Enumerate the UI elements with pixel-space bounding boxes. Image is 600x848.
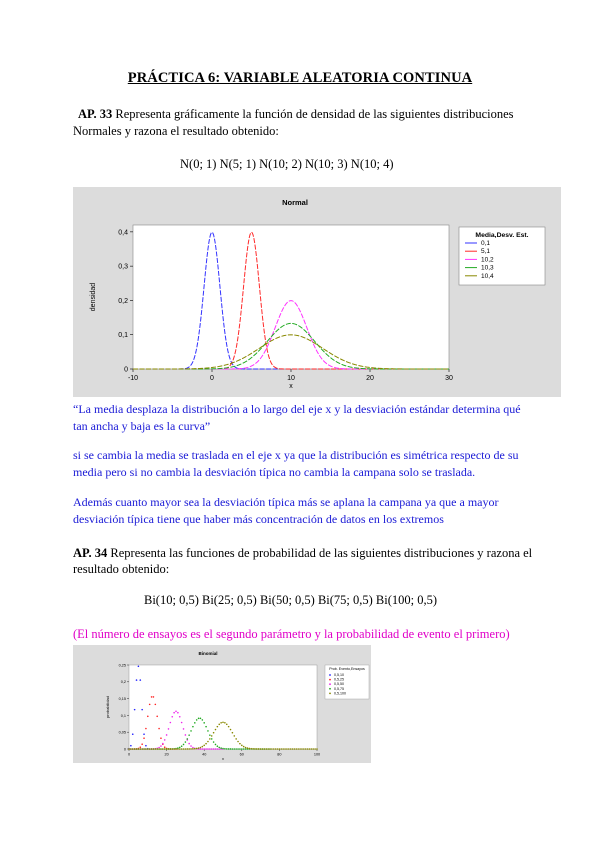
binomial-point [250,748,252,750]
binomial-point [198,747,200,749]
binomial-point [218,748,220,750]
normal-legend-label: 10,3 [481,264,494,272]
binomial-point [297,748,299,750]
binomial-point [279,748,281,750]
normal-chart-figure [73,187,561,397]
normal-chart [73,187,561,397]
binomial-point [239,748,241,750]
binomial-point [224,722,226,724]
binomial-point [185,748,187,750]
binomial-point [145,728,147,730]
comment-3-line-1: Además cuanto mayor sea la desviación típica más se aplana la campana ya que a mayor [73,495,499,509]
binomial-point [203,745,205,747]
binomial-point [160,737,162,739]
binomial-legend [325,665,369,699]
binomial-point [181,748,183,750]
binomial-point [164,748,166,750]
binomial-legend-label: 0,5,25 [334,677,344,682]
binomial-point [158,748,160,750]
binomial-y-label: probabilidad [105,696,110,718]
binomial-point [211,748,213,750]
binomial-point [267,748,269,750]
binomial-point [254,748,256,750]
binomial-point [162,748,164,750]
binomial-point [294,748,296,750]
binomial-point [222,721,224,723]
binomial-point [224,748,226,750]
normal-x-tick-label: 20 [366,375,374,382]
binomial-point [282,748,284,750]
binomial-point [155,704,157,706]
binomial-point [220,747,222,749]
binomial-point [153,696,155,698]
binomial-point [205,726,207,728]
binomial-point [162,743,164,745]
binomial-point [299,748,301,750]
ap34-statement [73,545,573,562]
binomial-point [307,748,309,750]
binomial-point [203,748,205,750]
normal-x-tick-label: -10 [127,375,139,382]
binomial-point [273,748,275,750]
binomial-point [192,748,194,750]
binomial-point [166,734,168,736]
binomial-legend-label: 0,5,10 [334,673,344,677]
binomial-y-tick-label: 0,2 [120,680,126,685]
binomial-point [188,734,190,736]
binomial-point [179,748,181,750]
normal-y-label: densidad [90,282,97,312]
binomial-point [301,748,303,750]
binomial-point [166,748,168,750]
binomial-point [243,746,245,748]
binomial-point [290,748,292,750]
binomial-point [183,744,185,746]
binomial-point [158,728,160,730]
binomial-point [288,748,290,750]
binomial-point [149,748,151,750]
normal-y-tick-label: 0,1 [118,332,128,340]
normal-legend-label: 5,1 [481,248,491,256]
binomial-point [192,726,194,728]
binomial-point [265,748,267,750]
binomial-point [155,748,157,750]
binomial-point [203,722,205,724]
binomial-point [151,748,153,750]
binomial-point [211,738,213,740]
binomial-point [147,748,149,750]
binomial-point [145,748,147,750]
normal-y-tick-label: 0 [124,366,128,374]
binomial-point [160,745,162,747]
binomial-point [200,718,202,720]
binomial-point [143,733,145,735]
binomial-point [213,748,215,750]
binomial-point [147,715,149,717]
ap34-text-1: Representa las funciones de probabilidad de las siguientes distribuciones y razona el [107,546,533,560]
binomial-point [280,748,282,750]
binomial-point [233,748,235,750]
binomial-point [292,748,294,750]
binomial-point [139,746,141,748]
binomial-point [186,748,188,750]
binomial-point [175,748,177,750]
binomial-point [164,746,166,748]
binomial-legend-label: 0,5,50 [334,682,344,687]
ap33-formula: N(0; 1) N(5; 1) N(10; 2) N(10; 3) N(10; 4) [180,157,394,171]
binomial-point [171,716,173,718]
binomial-point [170,722,172,724]
binomial-point [220,722,222,724]
comment-2 [73,447,583,481]
normal-legend [459,227,545,285]
binomial-y-tick-label: 0,1 [120,713,126,718]
binomial-x-tick-label: 0 [127,752,131,757]
normal-x-tick-label: 0 [210,375,214,382]
binomial-point [258,748,260,750]
binomial-x-tick-label: 80 [277,752,282,757]
binomial-point [190,748,192,750]
binomial-point [143,737,145,739]
binomial-point [179,716,181,718]
binomial-point [170,748,172,750]
binomial-point [218,747,220,749]
binomial-point [245,748,247,750]
binomial-point [202,746,204,748]
binomial-legend-swatch [329,683,331,685]
ap34-label: AP. 34 [73,546,108,560]
binomial-legend-swatch [329,688,331,690]
binomial-point [179,747,181,749]
binomial-point [260,748,262,750]
binomial-point [200,748,202,750]
binomial-y-tick-label: 0,05 [118,730,126,735]
binomial-point [153,748,155,750]
normal-legend-label: 10,2 [481,256,494,264]
binomial-point [256,748,258,750]
binomial-point [198,718,200,720]
normal-plot-area [133,225,449,369]
binomial-x-tick-label: 40 [202,752,207,757]
binomial-point [134,709,136,711]
comment-2-line-2: media pero si no cambia la desviación típica no cambia la campana solo se traslada. [73,465,476,479]
binomial-legend-swatch [329,674,331,676]
binomial-point [228,748,230,750]
binomial-plot-area [129,665,317,749]
binomial-point [237,741,239,743]
binomial-point [177,712,179,714]
binomial-point [237,748,239,750]
binomial-point [156,748,158,750]
binomial-point [171,748,173,750]
binomial-point [130,748,132,750]
binomial-point [183,748,185,750]
binomial-point [134,748,136,750]
binomial-point [211,735,213,737]
binomial-y-tick-label: 0 [123,747,126,752]
binomial-point [303,748,305,750]
binomial-point [196,748,198,750]
binomial-point [185,734,187,736]
binomial-point [314,748,316,750]
binomial-point [164,739,166,741]
binomial-point [271,748,273,750]
binomial-chart-title: Binomial [198,651,218,656]
comment-1-line-1: “La media desplaza la distribución a lo largo del eje x y la desviación estándar determina qué [73,402,521,416]
binomial-point [226,723,228,725]
binomial-point [232,732,234,734]
binomial-x-tick-label: 60 [239,752,244,757]
binomial-point [247,747,249,749]
binomial-point [312,748,314,750]
binomial-point [130,745,132,747]
binomial-point [284,748,286,750]
binomial-x-tick-label: 20 [164,752,169,757]
comment-2-line-1: si se cambia la media se traslada en el eje x ya que la distribución es simétrica respecto de su [73,448,519,462]
binomial-point [183,728,185,730]
binomial-point [168,748,170,750]
binomial-point [235,738,237,740]
binomial-point [217,745,219,747]
binomial-x-label: x [222,756,224,761]
binomial-point [217,726,219,728]
comment-3-line-2: desviación típica tiene que haber más concentración de datos en los extremos [73,512,444,526]
binomial-point [230,729,232,731]
binomial-point [190,730,192,732]
binomial-legend-swatch [329,679,331,681]
binomial-point [235,748,237,750]
binomial-point [188,743,190,745]
binomial-point [207,730,209,732]
binomial-point [207,741,209,743]
binomial-point [136,679,138,681]
binomial-point [156,715,158,717]
binomial-point [141,709,143,711]
binomial-point [175,710,177,712]
binomial-point [311,748,313,750]
comment-1-line-2: tan ancha y baja es la curva” [73,419,211,433]
binomial-point [160,748,162,750]
binomial-y-tick-label: 0,15 [118,697,126,701]
binomial-point [168,728,170,730]
binomial-point [186,738,188,740]
binomial-point [132,748,134,750]
binomial-point [190,745,192,747]
binomial-point [207,748,209,750]
binomial-point [202,748,204,750]
binomial-point [200,747,202,749]
binomial-point [209,734,211,736]
binomial-point [136,748,138,750]
binomial-point [209,748,211,750]
binomial-point [128,748,130,750]
binomial-point [269,748,271,750]
binomial-point [141,748,143,750]
binomial-legend-swatch [329,693,331,695]
binomial-y-tick-label: 0,25 [118,663,126,668]
binomial-point [177,748,179,750]
normal-y-tick-label: 0,2 [118,297,128,305]
binomial-point [138,748,140,750]
binomial-point [181,722,183,724]
binomial-point [277,748,279,750]
binomial-point [309,748,311,750]
normal-y-tick-label: 0,4 [118,229,128,237]
ap33-text-1: Representa gráficamente la función de densidad de las siguientes distribuciones [112,107,514,121]
comment-1 [73,401,573,435]
binomial-point [215,729,217,731]
binomial-point [205,748,207,750]
ap34-formula: Bi(10; 0,5) Bi(25; 0,5) Bi(50; 0,5) Bi(75; 0,5) Bi(100; 0,5) [144,593,438,607]
binomial-point [264,748,266,750]
binomial-point [194,748,196,750]
binomial-legend-title: Prob. Evento,Ensayos [329,667,365,671]
binomial-point [275,748,277,750]
binomial-point [151,696,153,698]
binomial-point [241,745,243,747]
ap34-text-2: resultado obtenido: [73,562,170,576]
ap33-text-2: Normales y razona el resultado obtenido: [73,124,279,138]
binomial-point [286,748,288,750]
binomial-point [243,748,245,750]
binomial-point [205,743,207,745]
binomial-point [230,748,232,750]
normal-x-tick-label: 30 [445,375,453,382]
binomial-point [132,733,134,735]
binomial-point [173,748,175,750]
ap34-note: (El número de ensayos es el segundo parámetro y la probabilidad de evento el primero) [73,627,510,641]
binomial-point [215,744,217,746]
binomial-point [245,747,247,749]
binomial-point [239,743,241,745]
binomial-point [226,748,228,750]
binomial-point [213,741,215,743]
binomial-point [143,748,145,750]
binomial-point [158,747,160,749]
normal-chart-title: Normal [282,198,308,207]
binomial-legend-label: 0,5,75 [334,686,344,691]
ap33-label: AP. 33 [78,107,113,121]
normal-legend-title: Media,Desv. Est. [475,232,529,239]
binomial-point [296,748,298,750]
comment-3 [73,494,583,528]
binomial-point [209,738,211,740]
binomial-point [173,712,175,714]
binomial-point [241,748,243,750]
binomial-point [218,723,220,725]
binomial-point [213,732,215,734]
binomial-chart-figure [73,645,371,763]
binomial-point [202,719,204,721]
binomial-x-tick-label: 100 [313,752,321,757]
normal-x-tick-label: 10 [287,375,295,382]
binomial-point [249,748,251,750]
binomial-point [141,743,143,745]
binomial-point [139,748,141,750]
normal-legend-label: 0,1 [481,240,491,247]
binomial-chart [73,645,371,763]
binomial-point [316,748,318,750]
binomial-point [181,745,183,747]
binomial-point [215,748,217,750]
binomial-point [138,666,140,668]
binomial-point [149,704,151,706]
binomial-point [145,745,147,747]
binomial-point [188,748,190,750]
binomial-legend-label: 0,5,100 [334,691,346,696]
normal-legend-label: 10,4 [481,272,494,280]
page-title: PRÁCTICA 6: VARIABLE ALEATORIA CONTINUA [127,70,473,86]
normal-x-label: x [289,383,293,390]
binomial-point [232,748,234,750]
binomial-point [222,748,224,750]
binomial-point [252,748,254,750]
binomial-point [228,726,230,728]
binomial-point [139,679,141,681]
binomial-point [217,748,219,750]
binomial-point [196,719,198,721]
binomial-point [233,735,235,737]
ap33-statement [78,106,578,123]
normal-y-tick-label: 0,3 [118,263,128,271]
binomial-point [185,741,187,743]
binomial-point [262,748,264,750]
binomial-point [305,748,307,750]
binomial-point [194,722,196,724]
